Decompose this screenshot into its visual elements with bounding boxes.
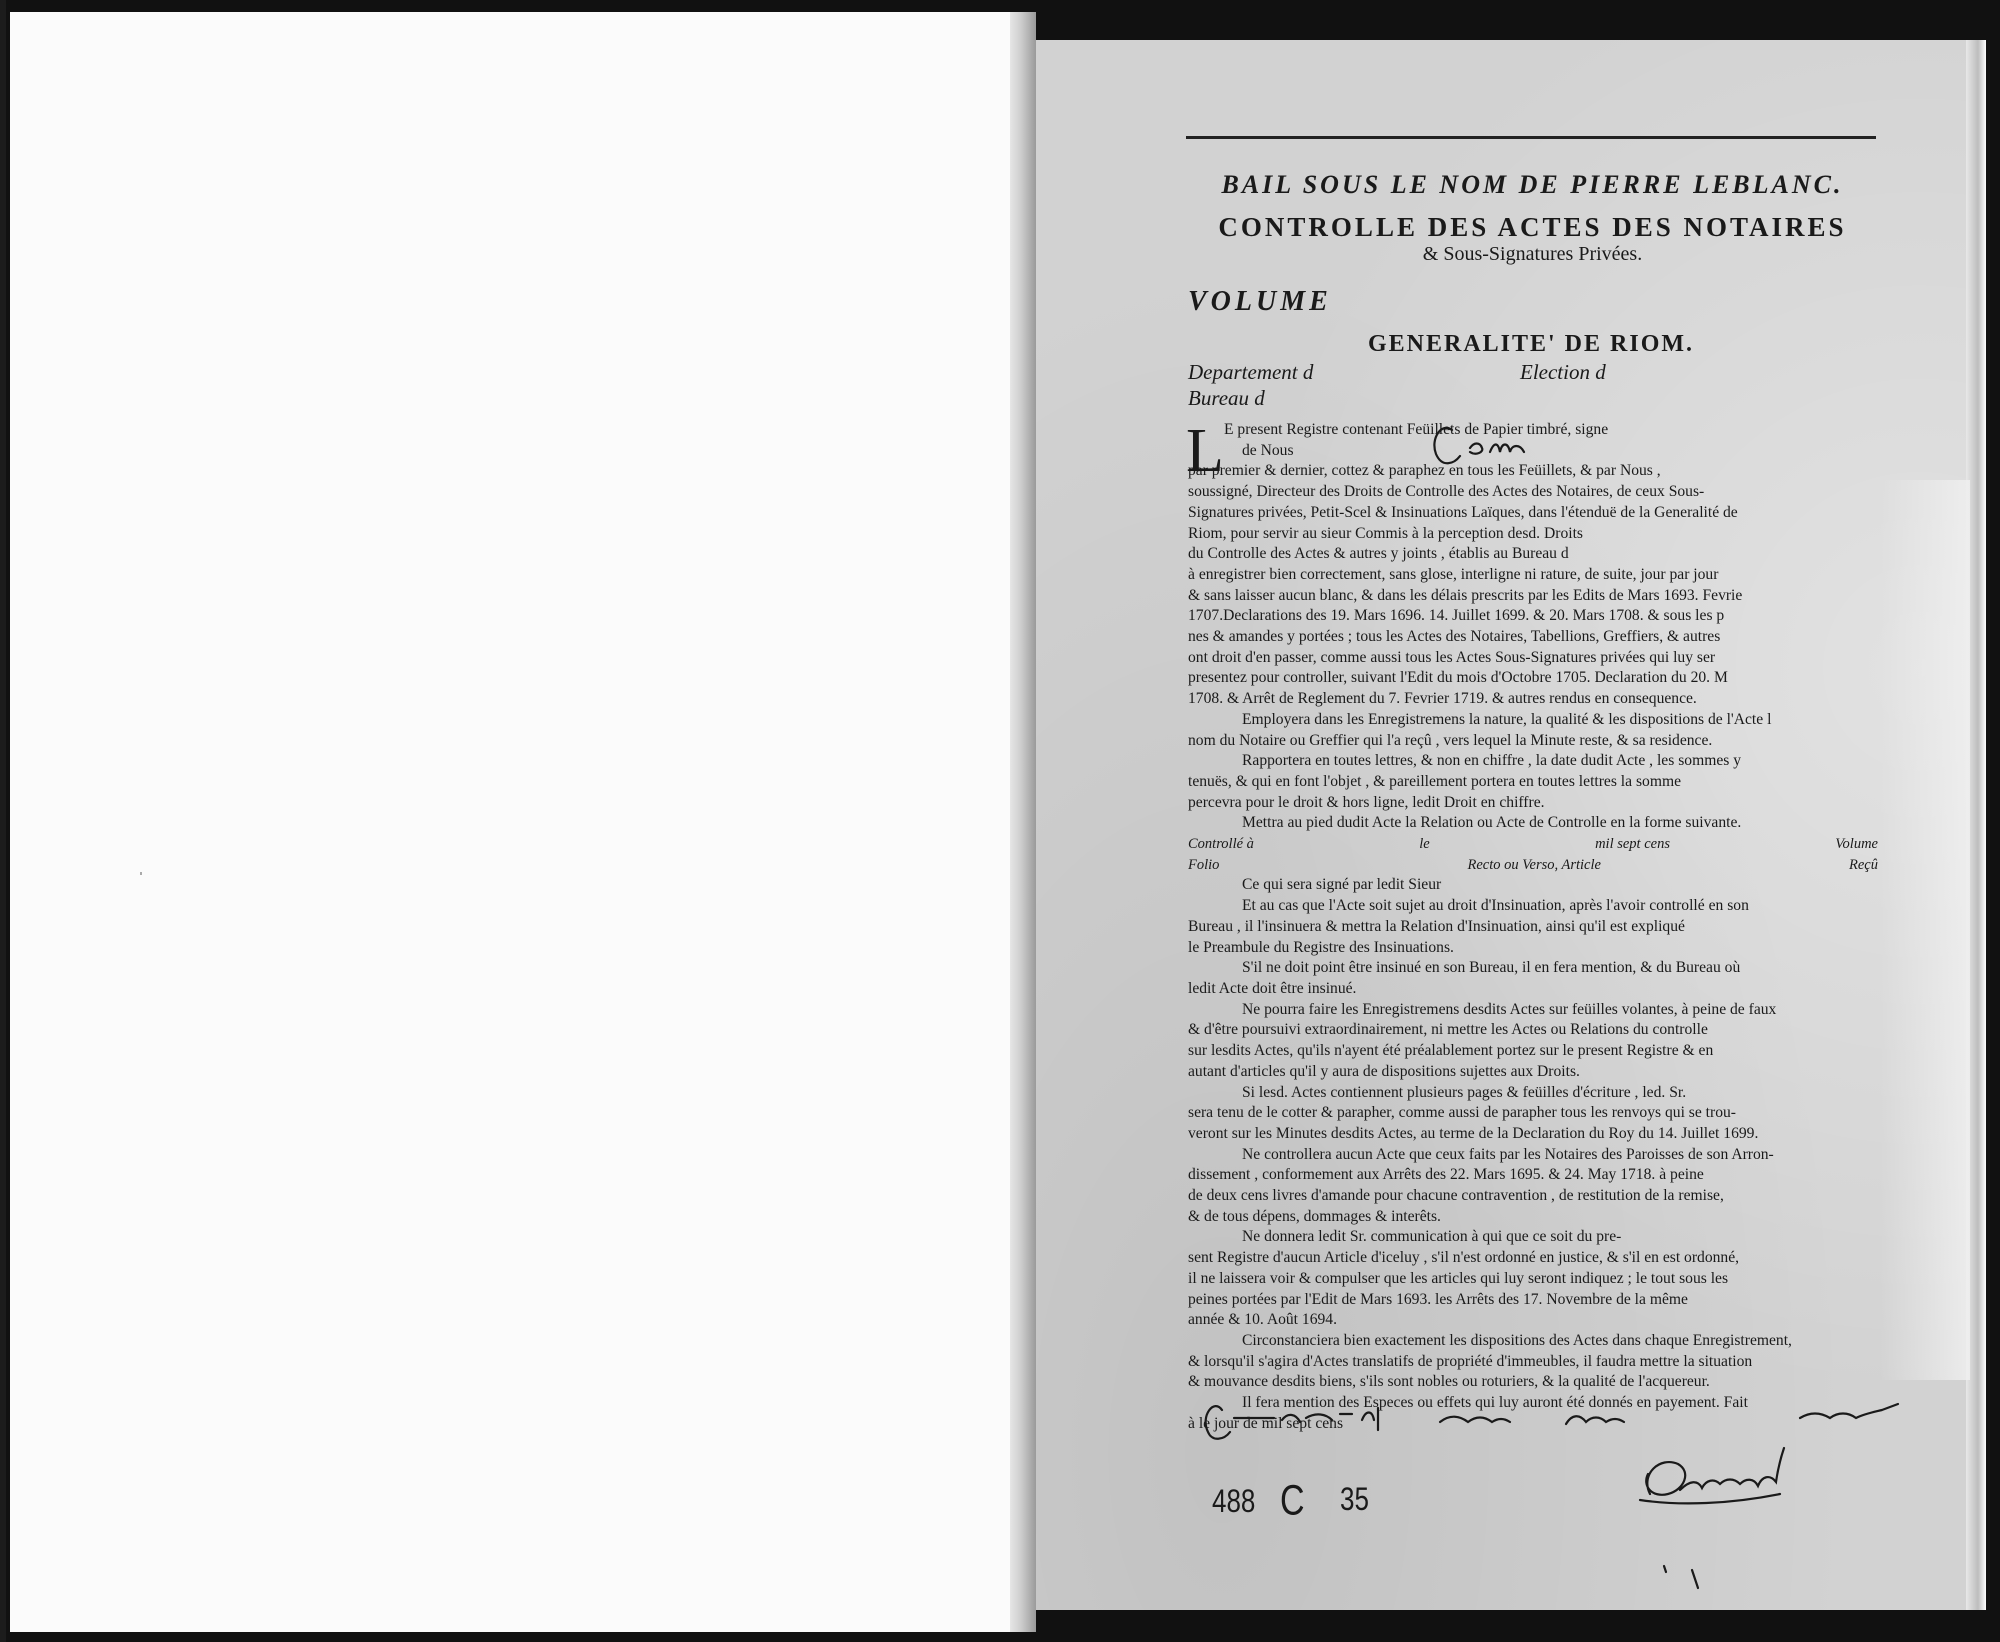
formula-item: Recto ou Verso, Article bbox=[1467, 856, 1601, 873]
formula-item: Volume bbox=[1835, 836, 1878, 853]
body-line: veront sur les Minutes desdits Actes, au terme de la Declaration du Roy du 14. Juillet 1699. bbox=[1188, 1124, 1759, 1142]
body-line: sur lesdits Actes, qu'ils n'ayent été préalablement portez sur le present Registre & en bbox=[1188, 1042, 1714, 1060]
body-line: & d'être poursuivi extraordinairement, ni mettre les Actes ou Relations du controlle bbox=[1188, 1021, 1708, 1039]
body-line: à le jour de mil sept cens bbox=[1188, 1414, 1344, 1432]
body-line: de deux cens livres d'amande pour chacune contravention , de restitution de la remise, bbox=[1188, 1187, 1724, 1205]
body-line: du Controlle des Actes & autres y joints , établis au Bureau d bbox=[1188, 545, 1569, 563]
generalite-heading: GENERALITE' DE RIOM. bbox=[1367, 331, 1695, 357]
formula-item: Reçû bbox=[1849, 856, 1878, 873]
handwritten-feuillets-count bbox=[1434, 428, 1524, 463]
body-line: autant d'articles qu'il y aura de dispositions sujettes aux Droits. bbox=[1188, 1062, 1580, 1080]
body-line: le Preambule du Registre des Insinuations. bbox=[1188, 938, 1454, 956]
departement-label: Departement d bbox=[1188, 360, 1314, 384]
cote-item: 35 bbox=[1340, 1480, 1369, 1518]
body-line: & mouvance desdits biens, s'ils sont nobles ou roturiers, & la qualité de l'acquereur. bbox=[1188, 1373, 1710, 1391]
formula-item: mil sept cens bbox=[1595, 836, 1670, 853]
body-line: soussigné, Directeur des Droits de Controlle des Actes des Notaires, de ceux Sous- bbox=[1188, 483, 1705, 501]
body-line: ont droit d'en passer, comme aussi tous les Actes Sous-Signatures privées qui luy ser bbox=[1188, 648, 1716, 666]
body-line: tenuës, & qui en font l'objet , & pareillement portera en toutes lettres la somme bbox=[1188, 772, 1682, 790]
body-line: Bureau , il l'insinuera & mettra la Relation d'Insinuation, ainsi qu'il est expliqué bbox=[1188, 917, 1685, 935]
body-line: Il fera mention des Especes ou effets qui luy auront été donnés en payement. Fait bbox=[1242, 1394, 1748, 1412]
body-line: & de tous dépens, dommages & interêts. bbox=[1188, 1207, 1441, 1225]
body-line: Si lesd. Actes contiennent plusieurs pages & feüilles d'écriture , led. Sr. bbox=[1242, 1083, 1687, 1101]
body-line: nom du Notaire ou Greffier qui l'a reçû , vers lequel la Minute reste, & sa residence. bbox=[1188, 731, 1713, 749]
body-line: peines portées par l'Edit de Mars 1693. les Arrêts des 17. Novembre de la même bbox=[1188, 1290, 1688, 1308]
director-signature bbox=[1640, 1448, 1784, 1503]
body-line: Et au cas que l'Acte soit sujet au droit d'Insinuation, après l'avoir controllé en son bbox=[1242, 897, 1749, 915]
body-line: presentez pour controller, suivant l'Edit du mois d'Octobre 1705. Declaration du 20. M bbox=[1188, 669, 1728, 687]
body-line: de Nous bbox=[1242, 441, 1294, 459]
body-line: 1708. & Arrêt de Reglement du 7. Fevrier 1719. & autres rendus en consequence. bbox=[1188, 690, 1697, 708]
body-line: Riom, pour servir au sieur Commis à la perception desd. Droits bbox=[1188, 524, 1583, 542]
formula-item: Folio bbox=[1188, 856, 1220, 873]
body-line: percevra pour le droit & hors ligne, ledit Droit en chiffre. bbox=[1188, 793, 1545, 811]
cote-number: 488 bbox=[1212, 1482, 1256, 1520]
body-line: Circonstanciera bien exactement les dispositions des Actes dans chaque Enregistrement, bbox=[1242, 1331, 1792, 1349]
sub-title: & Sous-Signatures Privées. bbox=[1422, 243, 1643, 265]
body-line: nes & amandes y portées ; tous les Actes des Notaires, Tabellions, Greffiers, & autres bbox=[1188, 628, 1721, 646]
banner-title: BAIL SOUS LE NOM DE PIERRE LEBLANC. bbox=[1221, 170, 1844, 199]
body-line: & lorsqu'il s'agira d'Actes translatifs de propriété d'immeubles, il faudra mettre la situation bbox=[1188, 1352, 1753, 1370]
body-line: il ne laissera voir & compulser que les articles qui luy seront indiquez ; le tout sous les bbox=[1188, 1269, 1729, 1287]
body-line: sera tenu de le cotter & parapher, comme aussi de parapher tous les renvoys qui se trou- bbox=[1188, 1104, 1736, 1122]
body-line: E present Registre contenant Feüillets de Papier timbré, signe bbox=[1224, 421, 1609, 438]
election-label: Election d bbox=[1520, 360, 1606, 384]
body-line: 1707.Declarations des 19. Mars 1696. 14. Juillet 1699. & 20. Mars 1708. & sous les p bbox=[1188, 607, 1725, 625]
body-line: Ne controllera aucun Acte que ceux faits par les Notaires des Paroisses de son Arron- bbox=[1242, 1145, 1774, 1163]
body-line: Ne pourra faire les Enregistremens desdits Actes sur feüilles volantes, à peine de faux bbox=[1242, 1000, 1777, 1018]
body-line: Ce qui sera signé par ledit Sieur bbox=[1242, 876, 1442, 894]
formula-item: le bbox=[1419, 836, 1430, 853]
body-line: Employera dans les Enregistremens la nature, la qualité & les dispositions de l'Acte l bbox=[1242, 710, 1772, 728]
body-line: Mettra au pied dudit Acte la Relation ou Acte de Controlle en la forme suivante. bbox=[1242, 814, 1742, 832]
body-line: & sans laisser aucun blanc, & dans les délais prescrits par les Edits de Mars 1693. Fevrie bbox=[1188, 586, 1743, 604]
body-line: sent Registre d'aucun Article d'iceluy , s'il n'est ordonné en justice, & s'il en est ordonné, bbox=[1188, 1249, 1740, 1267]
body-line: année & 10. Août 1694. bbox=[1188, 1311, 1337, 1329]
body-line: Ne donnera ledit Sr. communication à qui que ce soit du pre- bbox=[1242, 1228, 1622, 1246]
body-line: Rapportera en toutes lettres, & non en chiffre , la date dudit Acte , les sommes y bbox=[1242, 752, 1742, 770]
body-line: S'il ne doit point être insinué en son Bureau, il en fera mention, & du Bureau où bbox=[1242, 959, 1741, 977]
body-line: ledit Acte doit être insinué. bbox=[1188, 979, 1357, 997]
formula-item: Controllé à bbox=[1188, 836, 1254, 853]
cote-series: C bbox=[1280, 1477, 1305, 1525]
body-line: dissement , conformement aux Arrêts des 22. Mars 1695. & 24. May 1718. à peine bbox=[1188, 1166, 1704, 1184]
body-line: par premier & dernier, cottez & paraphez en tous les Feüillets, & par Nous , bbox=[1188, 462, 1661, 480]
main-title: CONTROLLE DES ACTES DES NOTAIRES bbox=[1218, 212, 1847, 242]
volume-label: VOLUME bbox=[1188, 286, 1332, 317]
body-line: Signatures privées, Petit-Scel & Insinuations Laïques, dans l'étenduë de la Generalité de bbox=[1188, 503, 1738, 521]
drop-cap: L bbox=[1186, 417, 1224, 485]
handwritten-place-date bbox=[1206, 1404, 1898, 1439]
bureau-label: Bureau d bbox=[1188, 386, 1265, 410]
body-line: à enregistrer bien correctement, sans glose, interligne ni rature, de suite, jour par jour bbox=[1188, 565, 1719, 583]
archive-mark bbox=[1664, 1566, 1698, 1588]
